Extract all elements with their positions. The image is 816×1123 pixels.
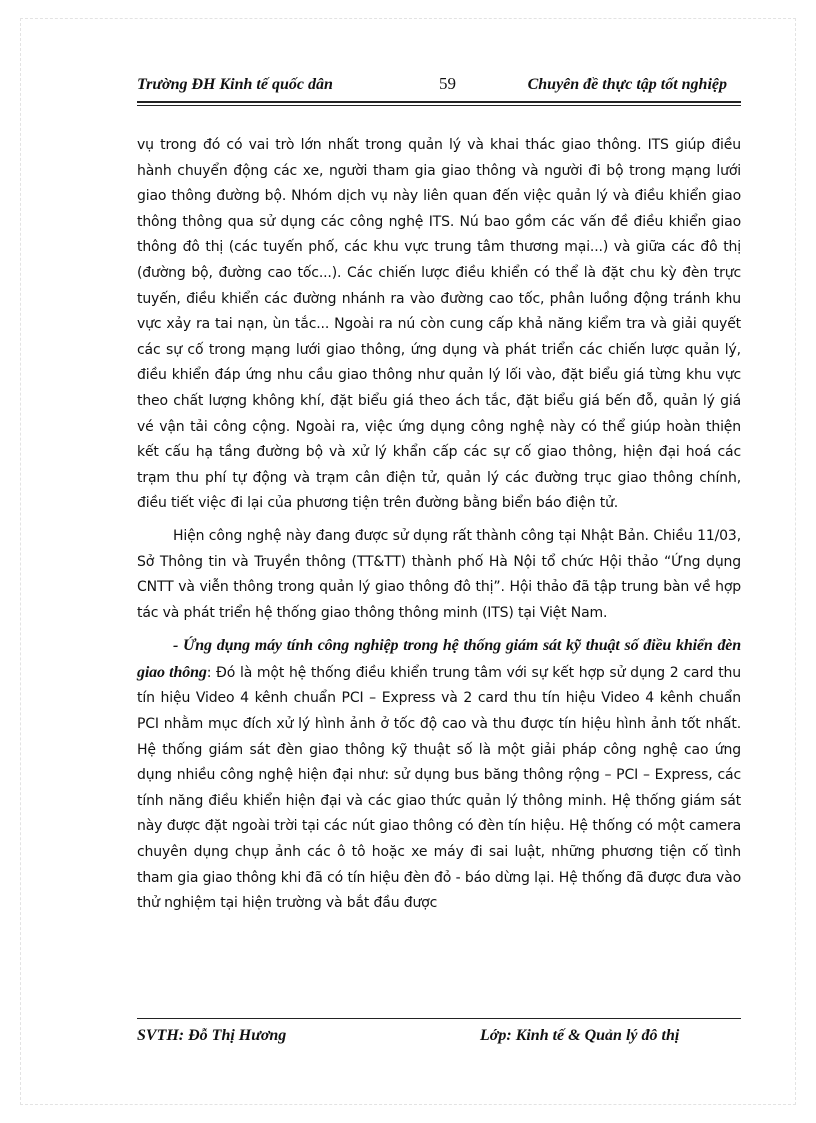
page-number: 59 <box>439 74 456 93</box>
page-header <box>137 74 741 100</box>
footer-rule <box>137 1018 741 1019</box>
paragraph-body: : Đó là một hệ thống điều khiển trung tâm với sự kết hợp sử dụng 2 card thu tín hiệu Video 4 kênh chuẩn PCI – Express và 2 card thu tín hiệu Video 4 kênh chuẩn PCI nhằm mục đích xử lý hình ảnh ở tốc độ cao và thu được tín hiệu hình ảnh tốt nhất. Hệ thống giám sát đèn giao thông kỹ thuật số là một giải pháp công nghệ cao ứng dụng nhiều công nghệ hiện đại như: sử dụng bus băng thông rộng – PCI – Express, các tính năng điều khiển hiện đại và các giao thức quản lý thông minh. Hệ thống giám sát này được đặt ngoài trời tại các nút giao thông có đèn tín hiệu. Hệ thống có một camera chuyên dụng chụp ảnh các ô tô hoặc xe máy đi sai luật, những phương tiện cố tình tham gia giao thông khi đã có tín hiệu đèn đỏ - báo dừng lại. Hệ thống đã được đưa vào thử nghiệm tại hiện trường và bắt đầu được <box>137 664 741 912</box>
paragraph <box>137 633 741 917</box>
page-footer <box>137 1027 741 1051</box>
class-name: Lớp: Kinh tế & Quản lý đô thị <box>480 1027 680 1044</box>
header-rule-thin <box>137 105 741 106</box>
paragraph: vụ trong đó có vai trò lớn nhất trong quản lý và khai thác giao thông. ITS giúp điều hành chuyển động các xe, người tham gia giao thông và người đi bộ trong mạng lưới giao thông đường bộ. Nhóm dịch vụ này liên quan đến việc quản lý và điều khiển giao thông thông qua sử dụng các công nghệ ITS. Nú bao gồm các vấn đề điều khiển giao thông đô thị (các tuyến phố, các khu vực trung tâm thương mại...) và giữa các đô thị (đường bộ, đường cao tốc...). Các chiến lược điều khiển có thể là đặt chu kỳ đèn trực tuyến, điều khiển các đường nhánh ra vào đường cao tốc, phân luồng động tránh khu vực xảy ra tai nạn, ùn tắc... Ngoài ra nú còn cung cấp khả năng kiểm tra và giải quyết các sự cố trong mạng lưới giao thông, ứng dụng và phát triển các chiến lược quản lý, điều khiển đáp ứng nhu cầu giao thông như quản lý lối vào, đặt biểu giá từng khu vực theo chất lượng không khí, đặt biểu giá theo ách tắc, đặt biểu giá bến đỗ, quản lý giá vé vận tải công cộng. Ngoài ra, việc ứng dụng công nghệ này có thể giúp hoàn thiện kết cấu hạ tầng đường bộ và xử lý khẩn cấp các sự cố giao thông, hiện đại hoá các trạm thu phí tự động và trạm cân điện tử, quản lý các đường trục giao thông chính, điều tiết việc đi lại của phương tiện trên đường bằng biển báo điện tử. <box>137 137 741 512</box>
header-rule <box>137 101 741 103</box>
paragraph-lead-heading: - Ứng dụng máy tính công nghiệp trong hệ thống giám sát kỹ thuật số điều khiển đèn giao thông <box>137 637 741 681</box>
school-name: Trường ĐH Kinh tế quốc dân <box>137 76 333 93</box>
paragraph: Hiện công nghệ này đang được sử dụng rất thành công tại Nhật Bản. Chiều 11/03, Sở Thông tin và Truyền thông (TT&TT) thành phố Hà Nội tổ chức Hội thảo “Ứng dụng CNTT và viễn thông trong quản lý giao thông đô thị”. Hội thảo đã tập trung bàn về hợp tác và phát triển hệ thống giao thông thông minh (ITS) tại Việt Nam. <box>137 527 741 621</box>
document-topic: Chuyên đề thực tập tốt nghiệp <box>527 76 727 93</box>
body-text <box>137 133 741 917</box>
student-name: SVTH: Đỗ Thị Hương <box>137 1027 287 1044</box>
